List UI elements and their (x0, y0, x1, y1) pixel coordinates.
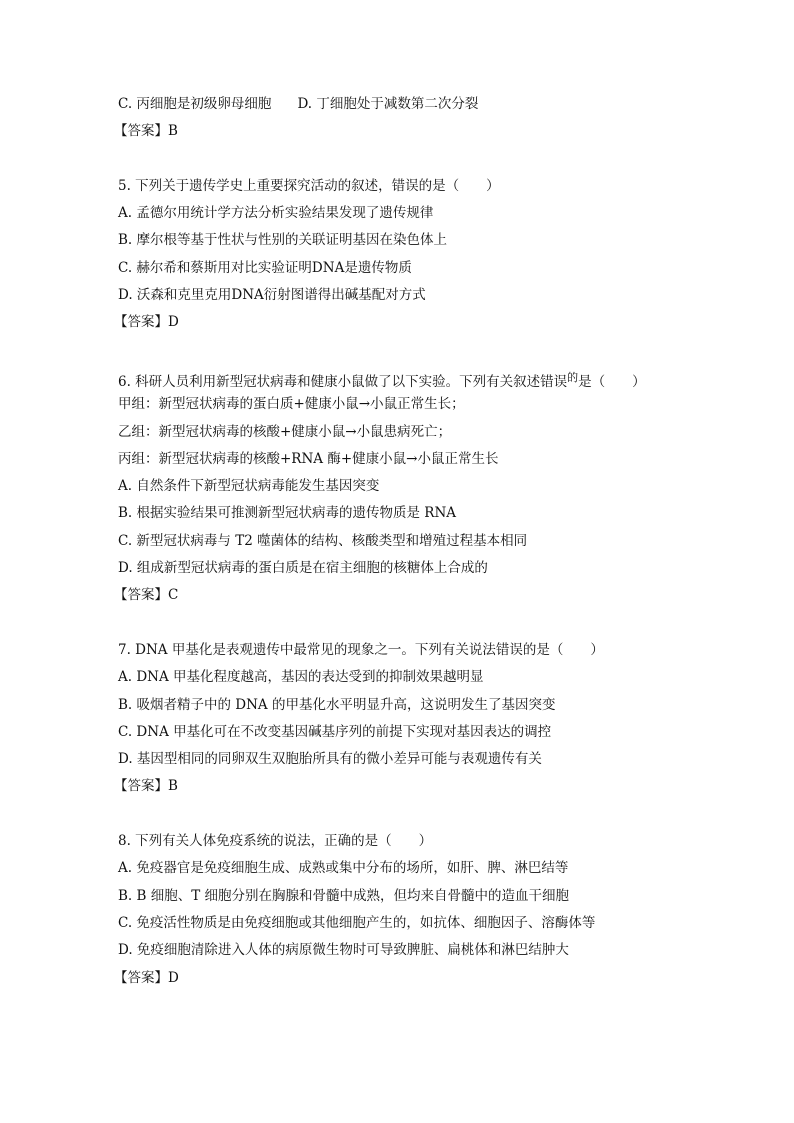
option-b: B. 摩尔根等基于性状与性别的关联证明基因在染色体上 (118, 232, 448, 249)
option-a: A. 孟德尔用统计学方法分析实验结果发现了遗传规律 (118, 205, 434, 222)
question-stem (118, 364, 698, 391)
option-d: D. 组成新型冠状病毒的蛋白质是在宿主细胞的核糖体上合成的 (118, 560, 488, 577)
option-c: C. 免疫活性物质是由免疫细胞或其他细胞产生的，如抗体、细胞因子、溶酶体等 (118, 914, 596, 931)
option-b: B. 根据实验结果可推测新型冠状病毒的遗传物质是 RNA (118, 505, 457, 522)
option-a: A. 自然条件下新型冠状病毒能发生基因突变 (118, 478, 380, 495)
option-d: D. 沃森和克里克用DNA衍射图谱得出碱基配对方式 (118, 287, 426, 304)
option-c: C. DNA 甲基化可在不改变基因碱基序列的前提下实现对基因表达的调控 (118, 723, 552, 740)
answer: 【答案】B (114, 778, 178, 795)
option-d: D. 免疫细胞清除进入人体的病原微生物时可导致脾脏、扁桃体和淋巴结肿大 (118, 942, 569, 959)
option-d: D. 丁细胞处于减数第二次分裂 (297, 96, 479, 112)
option-a: A. 免疫器官是免疫细胞生成、成熟或集中分布的场所，如肝、脾、淋巴结等 (118, 860, 569, 877)
question-stem: 5. 下列关于遗传学史上重要探究活动的叙述，错误的是（ ） (118, 177, 500, 194)
answer: 【答案】D (114, 969, 179, 986)
group-bing: 丙组：新型冠状病毒的核酸+RNA 酶+健康小鼠→小鼠正常生长 (118, 450, 499, 467)
question-7 (114, 637, 698, 801)
option-line (118, 91, 698, 118)
question-4-tail (114, 91, 698, 146)
question-6 (114, 364, 698, 610)
stem-superscript: 的 (567, 370, 579, 384)
option-b: B. B 细胞、T 细胞分别在胸腺和骨髓中成熟，但均来自骨髓中的造血干细胞 (118, 887, 570, 904)
stem-part: 6. 科研人员利用新型冠状病毒和健康小鼠做了以下实验。下列有关叙述错误 (118, 373, 568, 390)
question-5 (114, 173, 698, 337)
option-a: A. DNA 甲基化程度越高，基因的表达受到的抑制效果越明显 (118, 669, 484, 686)
answer: 【答案】B (114, 123, 178, 140)
answer: 【答案】C (114, 587, 179, 604)
answer: 【答案】D (114, 314, 179, 331)
option-b: B. 吸烟者精子中的 DNA 的甲基化水平明显升高，这说明发生了基因突变 (118, 696, 556, 713)
option-d: D. 基因型相同的同卵双生双胞胎所具有的微小差异可能与表观遗传有关 (118, 751, 542, 768)
question-stem: 8. 下列有关人体免疫系统的说法，正确的是（ ） (118, 833, 433, 850)
group-jia: 甲组：新型冠状病毒的蛋白质+健康小鼠→小鼠正常生长； (118, 396, 465, 413)
question-8 (114, 828, 698, 992)
group-yi: 乙组：新型冠状病毒的核酸+健康小鼠→小鼠患病死亡； (118, 423, 452, 440)
option-c: C. 新型冠状病毒与 T2 噬菌体的结构、核酸类型和增殖过程基本相同 (118, 532, 528, 549)
stem-part: 是（ ） (578, 373, 646, 390)
option-c: C. 丙细胞是初级卵母细胞 (118, 96, 272, 112)
question-stem: 7. DNA 甲基化是表观遗传中最常见的现象之一。下列有关说法错误的是（ ） (118, 641, 604, 658)
document-page (114, 91, 698, 992)
option-c: C. 赫尔希和蔡斯用对比实验证明DNA是遗传物质 (118, 259, 412, 276)
